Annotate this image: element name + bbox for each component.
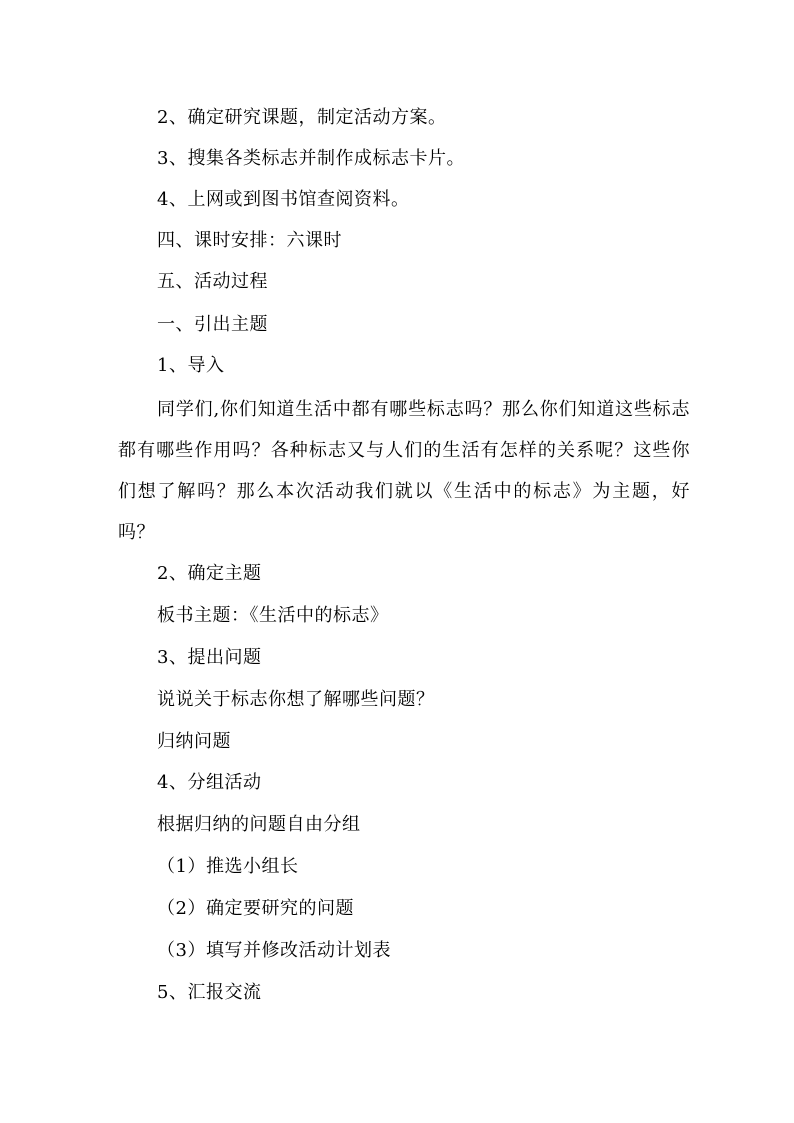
step-report-exchange: 5、汇报交流 <box>157 982 262 1003</box>
step-define-topic: 2、确定研究课题，制定活动方案。 <box>157 107 447 128</box>
intro-paragraph: 同学们,你们知道生活中都有哪些标志吗？那么你们知道这些标志都有哪些作用吗？各种标志又与人们的生活有怎样的关系呢？这些你们想了解吗？那么本次活动我们就以《生活中的标志》为主题，好吗？ <box>118 399 690 543</box>
substep-elect-leader: （1）推选小组长 <box>157 856 299 877</box>
substep-define-question: （2）确定要研究的问题 <box>157 898 354 919</box>
step-raise-questions: 3、提出问题 <box>157 647 262 668</box>
grouping-instruction: 根据归纳的问题自由分组 <box>157 814 361 835</box>
subsection-introduce-theme: 一、引出主题 <box>157 314 268 335</box>
step-group-activity: 4、分组活动 <box>157 772 262 793</box>
questions-prompt: 说说关于标志你想了解哪些问题？ <box>157 689 435 710</box>
summarize-questions: 归纳问题 <box>157 731 231 752</box>
section-class-schedule: 四、课时安排：六课时 <box>157 230 342 251</box>
step-research-materials: 4、上网或到图书馆查阅资料。 <box>157 189 410 210</box>
board-theme: 板书主题：《生活中的标志》 <box>157 605 389 626</box>
section-activity-process: 五、活动过程 <box>157 271 268 292</box>
step-introduction: 1、导入 <box>157 355 225 376</box>
substep-fill-plan: （3）填写并修改活动计划表 <box>157 940 391 961</box>
step-collect-signs: 3、搜集各类标志并制作成标志卡片。 <box>157 148 465 169</box>
step-confirm-theme: 2、确定主题 <box>157 563 262 584</box>
